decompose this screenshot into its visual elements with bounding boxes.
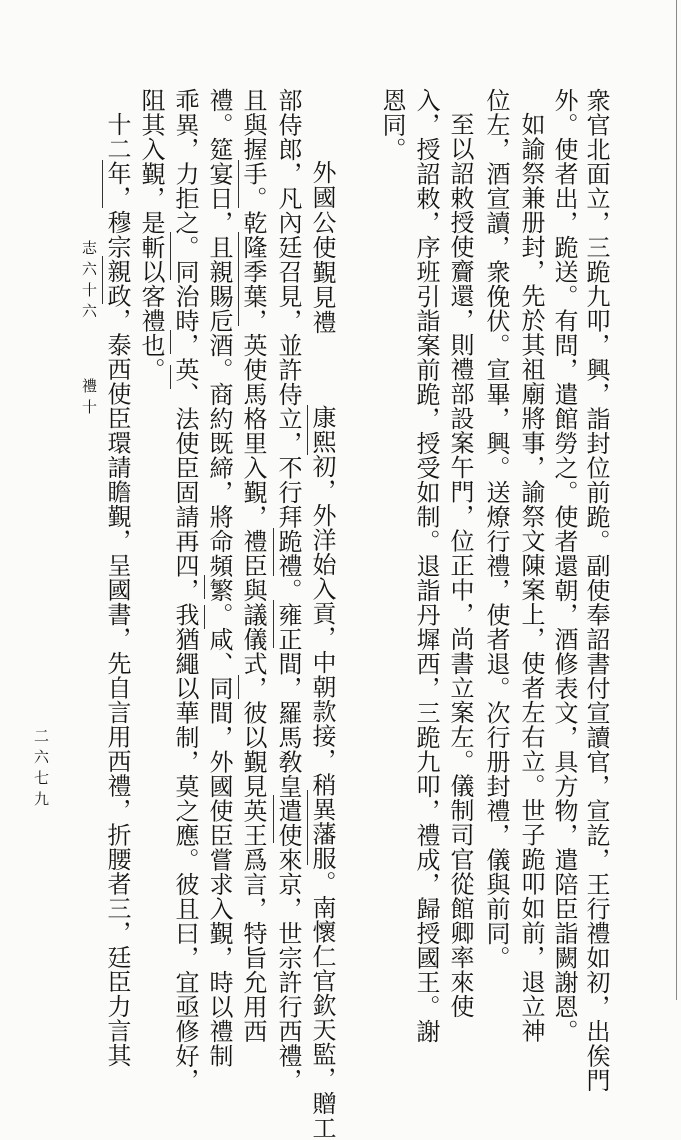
name-mark-line [102,256,103,304]
text-column: 入，授詔敕，序班引詣案前跪，授受如制。退詣丹墀西，三跪九叩，禮成，歸授國王。謝 [412,88,440,1044]
page-edge-line [676,0,677,1000]
section-title: 外國公使覲見禮 [308,160,336,335]
name-mark-line [273,795,274,843]
running-head-volume: 志六十六 [80,240,98,324]
running-head-section: 禮十 [80,378,98,420]
text-column: 阻其入覲，是斬以客禮也。 [137,88,165,382]
name-mark-line [102,160,103,208]
text-column: 衆官北面立，三跪九叩，興，詣封位前跪。副使奉詔書付宣讀官，宣訖，王行禮如初，出俟門 [582,88,610,1093]
name-mark-line [273,528,274,576]
name-mark-line [170,330,171,354]
name-mark-line [307,790,308,865]
text-column: 且與握手。乾隆季葉，英使馬格里入覲，禮臣與議儀式，彼以覲見英王爲言，特旨允用西 [239,88,267,1044]
text-column: 如諭祭兼册封，先於其祖廟將事，諭祭文陳案上，使者左右立。世子跪叩如前，退立神 [517,112,545,1043]
text-column: 十二年，穆宗親政，泰西使臣環請瞻覲，呈國書，先自言用西禮，折腰者三，廷臣力言其 [103,112,131,1068]
text-column: 恩同。 [378,88,406,162]
name-mark-line [238,160,239,208]
text-column: 至以詔敕授使齎還，則禮部設案午門，位正中，尚書立案左。儀制司官從館卿率來使 [446,112,474,1019]
name-mark-line [204,605,205,629]
name-mark-line [238,675,239,699]
name-mark-line [238,256,239,326]
text-column: 乖異，力拒之。同治時，英、法使臣固請再四，我猶繩以華制，莫之應。彼且曰，宜亟修好， [171,88,199,1093]
name-mark-line [204,575,205,599]
name-mark-line [170,232,171,280]
name-mark-line [273,600,274,648]
name-mark-line [307,405,308,455]
text-column: 外。使者出，跪送。有問，遣館勞之。使者還朝，酒修表文，具方物，遣陪臣詣闕謝恩。 [550,88,578,1044]
text-column: 禮。筵宴日，且親賜卮酒。商約既締，將命頻繁。咸、同間，外國使臣嘗求入覲，時以禮制 [205,88,233,1068]
text-column: 部侍郎，凡內廷召見，並許侍立，不行拜跪禮。雍正間，羅馬敎皇遣使來京，世宗許行西禮， [274,88,302,1093]
text-column: 康熙初，外洋始入貢，中朝款接，稍異藩服。南懷仁官欽天監，贈工 [308,405,336,1140]
name-mark-line [170,365,171,389]
page-number: 二六七九 [32,728,50,812]
name-mark-line [238,232,239,256]
text-column: 位左，酒宣讀，衆俛伏。宣畢，興。送燎行禮，使者退。次行册封禮，儀與前同。 [482,88,510,970]
